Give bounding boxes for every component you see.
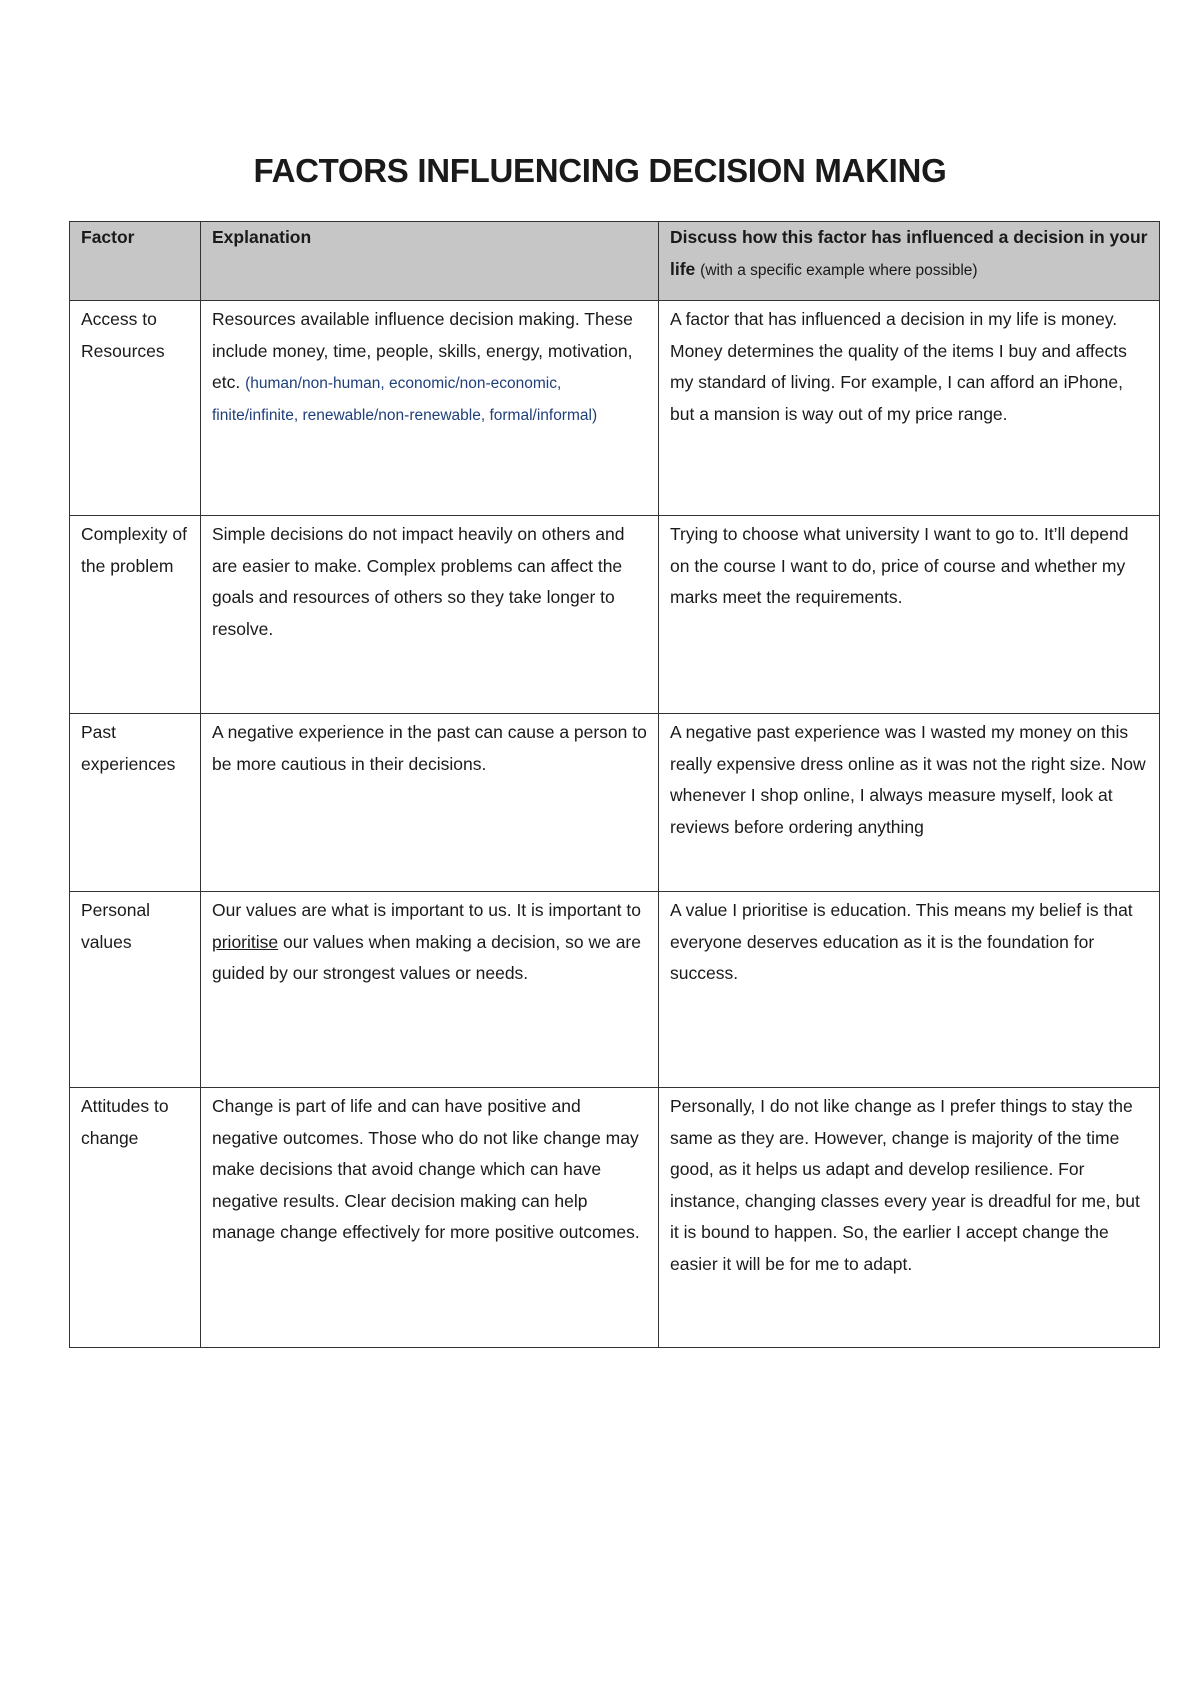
explanation-text-before: Our values are what is important to us. It is important to xyxy=(212,900,641,920)
header-explanation: Explanation xyxy=(201,222,659,301)
explanation-cell: Simple decisions do not impact heavily on others and are easier to make. Complex problems can affect the goals and resources of others so they take longer to resolve. xyxy=(201,516,659,714)
table-row xyxy=(70,714,1160,892)
discussion-cell: A factor that has influenced a decision in my life is money. Money determines the quality of the items I buy and affects my standard of living. For example, I can afford an iPhone, but a mansion is way out of my price range. xyxy=(659,301,1160,516)
factor-cell: Access to Resources xyxy=(70,301,201,516)
header-discussion-note: (with a specific example where possible) xyxy=(700,261,978,279)
explanation-cell: Change is part of life and can have positive and negative outcomes. Those who do not like change may make decisions that avoid change which can have negative results. Clear decision making can help manage change effectively for more positive outcomes. xyxy=(201,1088,659,1348)
explanation-note: (human/non-human, economic/non-economic, finite/infinite, renewable/non-renewable, formal/informal) xyxy=(212,375,598,424)
discussion-cell: A value I prioritise is education. This means my belief is that everyone deserves education as it is the foundation for success. xyxy=(659,892,1160,1088)
page-title: FACTORS INFLUENCING DECISION MAKING xyxy=(253,152,947,189)
factor-cell: Personal values xyxy=(70,892,201,1088)
table-row xyxy=(70,301,1160,516)
table-row xyxy=(70,516,1160,714)
factor-cell: Past experiences xyxy=(70,714,201,892)
explanation-cell xyxy=(201,892,659,1088)
factor-cell: Complexity of the problem xyxy=(70,516,201,714)
explanation-text-after: our values when making a decision, so we are guided by our strongest values or needs. xyxy=(212,931,641,983)
header-discussion-main: Discuss how this factor has influenced a decision in your life xyxy=(670,227,1148,279)
header-discussion xyxy=(659,222,1160,301)
factors-table xyxy=(69,221,1160,1348)
discussion-cell: Personally, I do not like change as I prefer things to stay the same as they are. However, change is majority of the time good, as it helps us adapt and develop resilience. For instance, changing classes every year is dreadful for me, but it is bound to happen. So, the earlier I accept change the easier it will be for me to adapt. xyxy=(659,1088,1160,1348)
explanation-text: Resources available influence decision making. These include money, time, people, skills, energy, motivation, etc. xyxy=(212,309,633,392)
table-header-row xyxy=(70,222,1160,301)
table-row xyxy=(70,1088,1160,1348)
factor-cell: Attitudes to change xyxy=(70,1088,201,1348)
explanation-cell: A negative experience in the past can cause a person to be more cautious in their decisions. xyxy=(201,714,659,892)
discussion-cell: A negative past experience was I wasted my money on this really expensive dress online as it was not the right size. Now whenever I shop online, I always measure myself, look at reviews before ordering anything xyxy=(659,714,1160,892)
explanation-underlined-word: prioritise xyxy=(212,931,279,952)
table-row xyxy=(70,892,1160,1088)
discussion-cell: Trying to choose what university I want to go to. It’ll depend on the course I want to do, price of course and whether my marks meet the requirements. xyxy=(659,516,1160,714)
header-factor: Factor xyxy=(70,222,201,301)
explanation-cell xyxy=(201,301,659,516)
